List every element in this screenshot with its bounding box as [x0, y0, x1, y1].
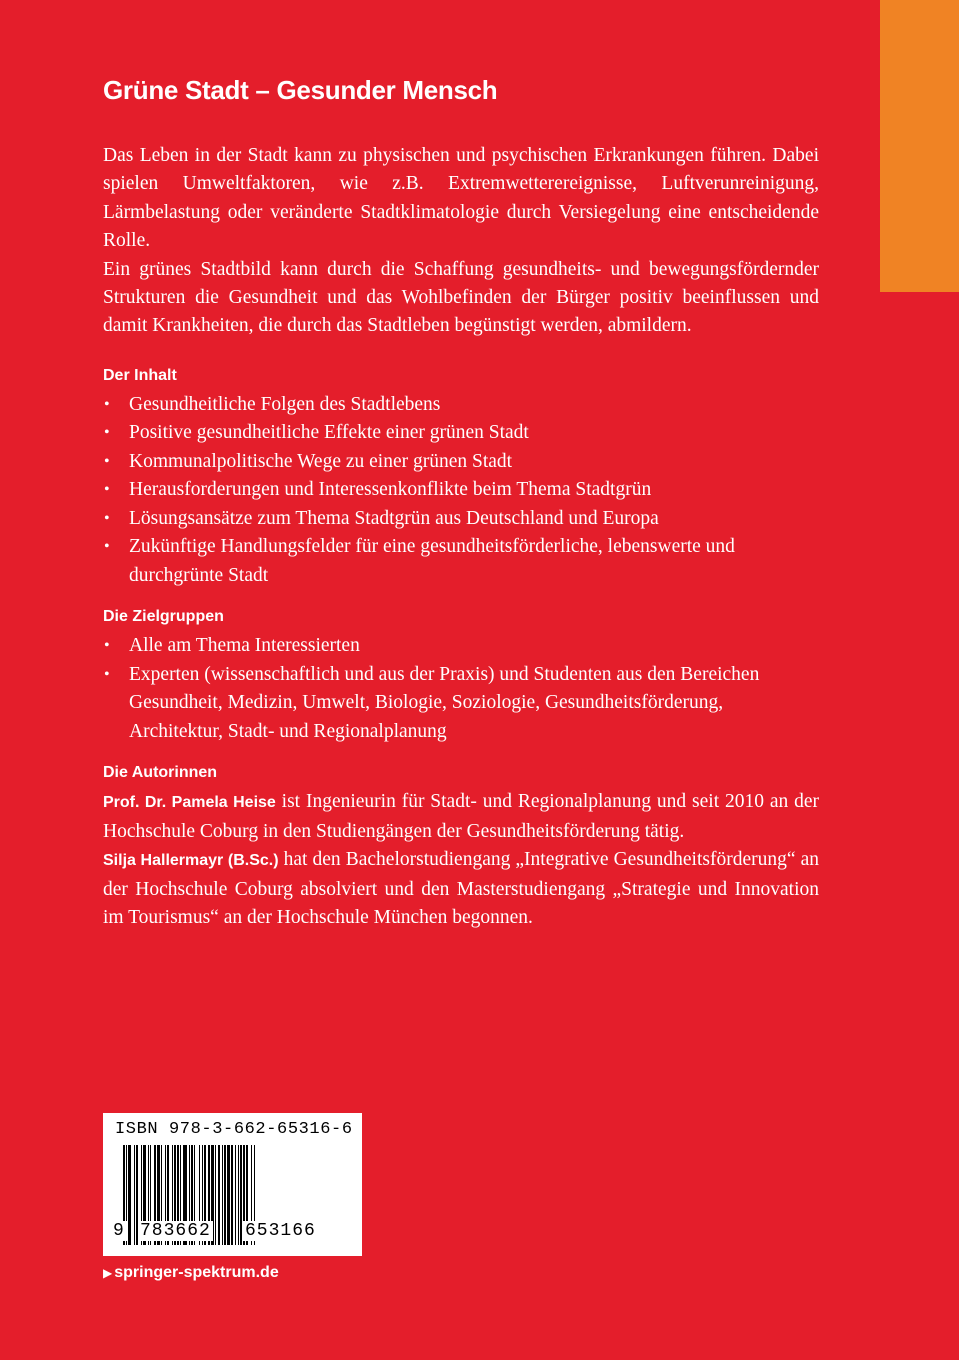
author-1-bio — [103, 788, 819, 846]
intro-paragraph-1: Das Leben in der Stadt kann zu physischen und psychischen Erkrankungen führen. Dabei spielen Umweltfaktoren, wie z.B. Extremwetterereignisse, Luftverunreinigung, Lärmbelastung oder veränderte Stadtklimatologie durch Versiegelung eine entscheidende Rolle. — [103, 145, 819, 252]
contents-list — [103, 391, 819, 591]
audience-heading: Die Zielgruppen — [103, 608, 224, 626]
barcode-left-digits: 783662 — [140, 1221, 211, 1241]
author-2-text: hat den Bachelorstudiengang „Integrative Gesundheitsförderung“ an der Hochschule Coburg absolviert und den Masterstudiengang „Strategie und Innovation im Tourismus“ an der Hochschule München begonnen. — [103, 849, 819, 928]
list-item: • Experten (wissenschaftlich und aus der Praxis) und Studenten aus den Bereichen Gesundheit, Medizin, Umwelt, Biologie, Soziologie, Gesundheitsförderung, Architektur, Stadt- und Regionalplanung — [103, 661, 819, 747]
list-item: • Positive gesundheitliche Effekte einer grünen Stadt — [103, 419, 819, 448]
arrow-right-icon: ▶ — [103, 1266, 113, 1280]
author-1-text: ist Ingenieurin für Stadt- und Regionalplanung und seit 2010 an der Hochschule Coburg in den Studiengängen der Gesundheitsförderung tätig. — [103, 791, 819, 842]
authors-heading: Die Autorinnen — [103, 764, 218, 782]
list-item: • Gesundheitliche Folgen des Stadtlebens — [103, 391, 819, 420]
book-title: Grüne Stadt – Gesunder Mensch — [103, 75, 498, 105]
accent-tab — [880, 0, 959, 292]
audience-list — [103, 632, 819, 746]
author-2-name: Silja Hallermayr (B.Sc.) — [103, 852, 279, 870]
barcode-first-digit: 9 — [113, 1221, 125, 1241]
list-item: • Zukünftige Handlungsfelder für eine gesundheitsförderliche, lebenswerte und durchgrünte Stadt — [103, 533, 819, 590]
barcode-digits — [103, 1221, 362, 1251]
list-item: • Kommunalpolitische Wege zu einer grünen Stadt — [103, 448, 819, 477]
barcode-right-digits: 653166 — [245, 1221, 316, 1241]
list-item: • Herausforderungen und Interessenkonflikte beim Thema Stadtgrün — [103, 476, 819, 505]
isbn-label: ISBN 978-3-662-65316-6 — [115, 1120, 353, 1139]
author-2-bio — [103, 846, 819, 932]
author-1-name: Prof. Dr. Pamela Heise — [103, 794, 276, 812]
publisher-link-text: springer-spektrum.de — [114, 1264, 279, 1281]
list-item: • Alle am Thema Interessierten — [103, 632, 819, 661]
isbn-barcode — [103, 1113, 362, 1256]
intro-paragraph-2: Ein grünes Stadtbild kann durch die Schaffung gesundheits- und bewegungsfördernder Strukturen die Gesundheit und das Wohlbefinden der Bürger positiv beeinflussen und damit Krankheiten, die durch das Stadtleben begünstigt werden, abmildern. — [103, 258, 819, 337]
back-cover-content — [103, 72, 819, 932]
publisher-link[interactable] — [103, 1264, 279, 1282]
contents-heading: Der Inhalt — [103, 366, 177, 384]
list-item: • Lösungsansätze zum Thema Stadtgrün aus Deutschland und Europa — [103, 505, 819, 534]
